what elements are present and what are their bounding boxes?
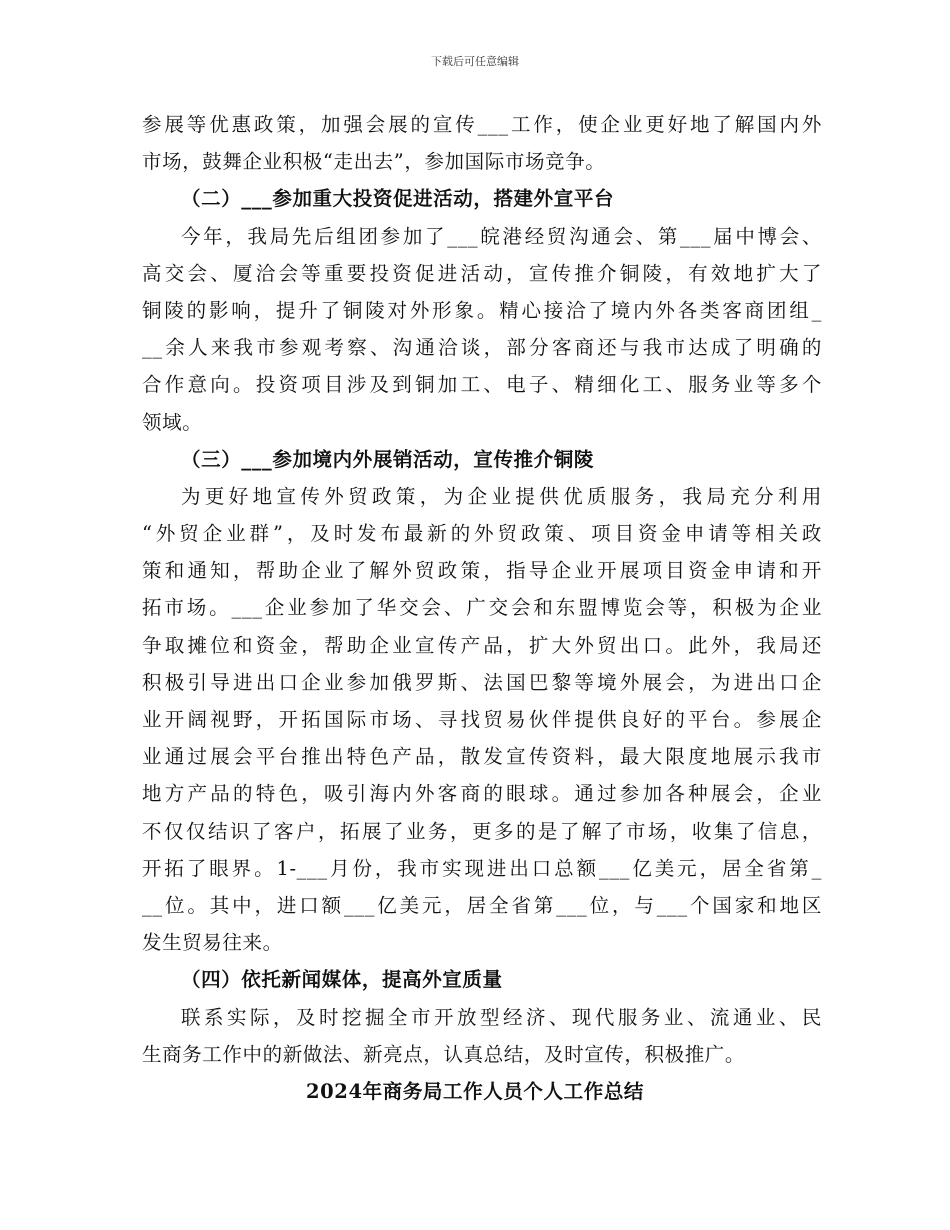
paragraph-line: 为更好地宣传外贸政策，为企业提供优质服务，我局充分利用 [181, 484, 822, 508]
paragraph-line: 参展等优惠政策，加强会展的宣传___工作，使企业更好地了解国内外 [142, 113, 822, 136]
paragraph-line: 生商务工作中的新做法、新亮点，认真总结，及时宣传，积极推广。 [142, 1042, 746, 1066]
document-body [142, 106, 822, 1110]
paragraph-line: 业通过展会平台推出特色产品，散发宣传资料，最大限度地展示我市 [142, 745, 822, 769]
paragraph-line: 发生贸易往来。 [142, 931, 283, 955]
paragraph-line: __余人来我市参观考察、沟通洽谈，部分客商还与我市达成了明确的 [142, 336, 822, 360]
paragraph-line: 合作意向。投资项目涉及到铜加工、电子、精细化工、服务业等多个 [142, 373, 822, 397]
paragraph-line: 开拓了眼界。1-___月份，我市实现进出口总额___亿美元，居全省第_ [142, 856, 822, 880]
paragraph-line: 不仅仅结识了客户，拓展了业务，更多的是了解了市场，收集了信息， [142, 819, 822, 843]
paragraph-line: __位。其中，进口额___亿美元，居全省第___位，与___个国家和地区 [142, 893, 822, 917]
paragraph-line: “外贸企业群”，及时发布最新的外贸政策、项目资金申请等相关政 [142, 522, 822, 546]
paragraph-line: 地方产品的特色，吸引海内外客商的眼球。通过参加各种展会，企业 [142, 782, 822, 806]
paragraph-line: 策和通知，帮助企业了解外贸政策，指导企业开展项目资金申请和开 [142, 559, 822, 583]
paragraph-line: 联系实际，及时挖掘全市开放型经济、现代服务业、流通业、民 [181, 1005, 822, 1029]
section-heading-4: （四）依托新闻媒体，提高外宣质量 [181, 968, 503, 992]
paragraph-line: 拓市场。___企业参加了华交会、广交会和东盟博览会等，积极为企业 [142, 596, 822, 620]
paragraph-line: 铜陵的影响，提升了铜陵对外形象。精心接洽了境内外各类客商团组_ [142, 298, 822, 322]
paragraph-line: 市场，鼓舞企业积极“走出去”，参加国际市场竞争。 [142, 150, 606, 174]
section-heading-2: （二）___参加重大投资促进活动，搭建外宣平台 [181, 187, 615, 211]
paragraph-line: 积极引导进出口企业参加俄罗斯、法国巴黎等境外展会，为进出口企 [142, 670, 822, 694]
paragraph-line: 领域。 [142, 410, 203, 434]
paragraph-line: 今年，我局先后组团参加了___皖港经贸沟通会、第___届中博会、 [181, 224, 822, 248]
document-title: 2024年商务局工作人员个人工作总结 [305, 1079, 645, 1103]
paragraph-line: 高交会、厦洽会等重要投资促进活动，宣传推介铜陵，有效地扩大了 [142, 261, 822, 285]
page-header-note: 下载后可任意编辑 [431, 55, 519, 68]
paragraph-line: 业开阔视野，开拓国际市场、寻找贸易伙伴提供良好的平台。参展企 [142, 708, 822, 731]
paragraph-line: 争取摊位和资金，帮助企业宣传产品，扩大外贸出口。此外，我局还 [142, 633, 822, 657]
section-heading-3: （三）___参加境内外展销活动，宣传推介铜陵 [181, 447, 594, 471]
